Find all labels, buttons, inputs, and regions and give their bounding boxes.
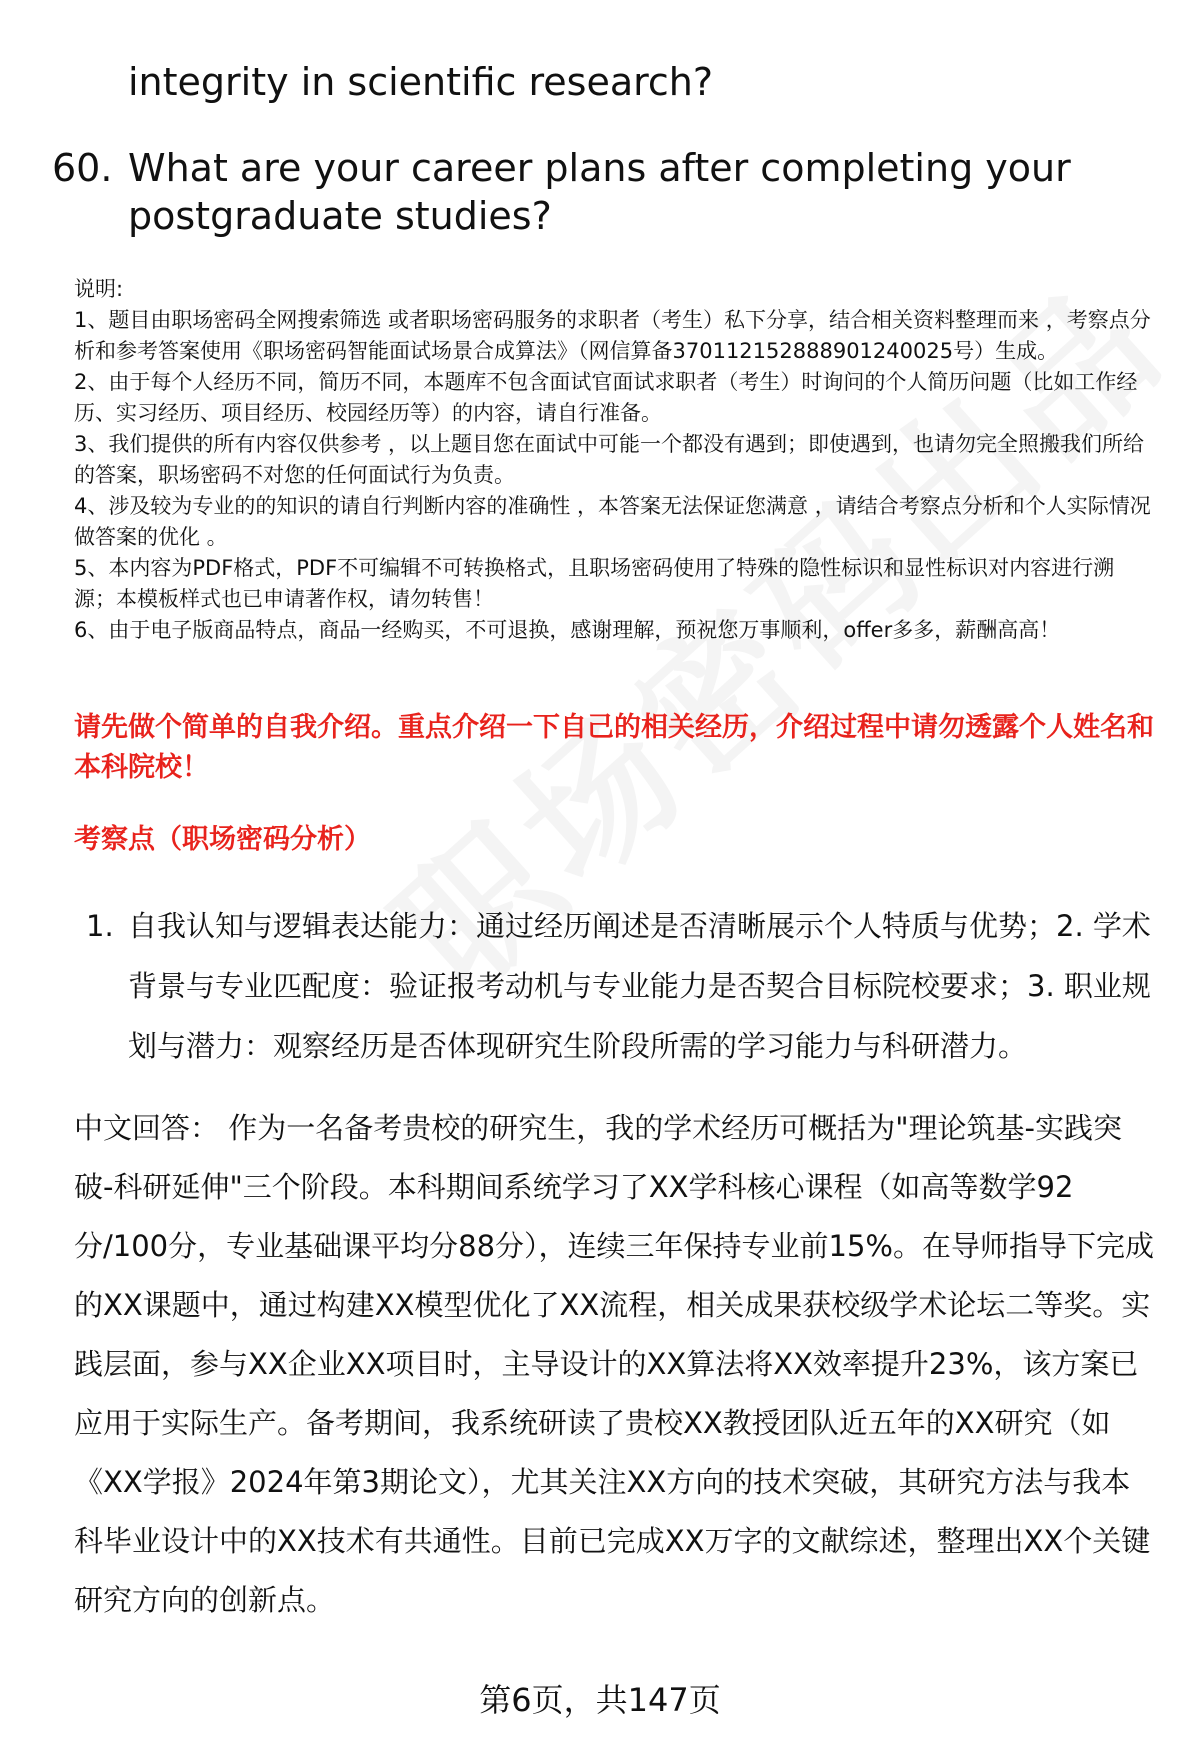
analysis-heading: 考察点（职场密码分析） (74, 824, 371, 855)
question-number: 60. (52, 146, 113, 190)
answer-paragraph: 中文回答： 作为一名备考贵校的研究生，我的学术经历可概括为"理论筑基-实践突破-科研延伸"三个阶段。本科期间系统学习了XX学科核心课程（如高等数学92分/100分，专业基础课平均分88分），连续三年保持专业前15%。在导师指导下完成的XX课题中，通过构建XX模型优化了XX流程，相关成果获校级学术论坛二等奖。实践层面，参与XX企业XX项目时，主导设计的XX算法将XX效率提升23%，该方案已应用于实际生产。备考期间，我系统研读了贵校XX教授团队近五年的XX研究（如《XX学报》2024年第3期论文），尤其关注XX方向的技术突破，其研究方法与我本科毕业设计中的XX技术有共通性。目前已完成XX万字的文献综述，整理出XX个关键研究方向的创新点。 (74, 1111, 1154, 1617)
note-item: 2、由于每个人经历不同，简历不同，本题库不包含面试官面试求职者（考生）时询问的个人简历问题（比如工作经历、实习经历、项目经历、校园经历等）的内容，请自行准备。 (74, 370, 1138, 425)
note-item: 4、涉及较为专业的的知识的请自行判断内容的准确性 ，本答案无法保证您满意 ，请结合考察点分析和个人实际情况做答案的优化 。 (74, 494, 1151, 549)
note-item: 1、题目由职场密码全网搜索筛选 或者职场密码服务的求职者（考生）私下分享，结合相关资料整理而来 ，考察点分析和参考答案使用《职场密码智能面试场景合成算法》（网信算备370112152888901240025号）生成。 (74, 308, 1151, 363)
analysis-text: 自我认知与逻辑表达能力：通过经历阐述是否清晰展示个人特质与优势；2. 学术背景与专业匹配度：验证报考动机与专业能力是否契合目标院校要求；3. 职业规划与潜力：观察经历是否体现研究生阶段所需的学习能力与科研潜力。 (128, 909, 1151, 1063)
note-item: 6、由于电子版商品特点，商品一经购买，不可退换，感谢理解，预祝您万事顺利，offer多多，薪酬高高！ (74, 618, 1061, 642)
analysis-number: 1. (86, 909, 114, 943)
question-continuation: integrity in scientific research? (128, 60, 714, 104)
note-item: 5、本内容为PDF格式，PDF不可编辑不可转换格式，且职场密码使用了特殊的隐性标识和显性标识对内容进行溯源；本模板样式也已申请著作权，请勿转售！ (74, 556, 1115, 611)
notes-section (74, 274, 1154, 646)
question-text: What are your career plans after completing your postgraduate studies? (128, 146, 1071, 238)
notes-title: 说明: (74, 277, 124, 301)
page-footer: 第6页，共147页 (479, 1681, 721, 1719)
interview-prompt: 请先做个简单的自我介绍。重点介绍一下自己的相关经历，介绍过程中请勿透露个人姓名和本科院校！ (74, 712, 1154, 783)
note-item: 3、我们提供的所有内容仅供参考 ，以上题目您在面试中可能一个都没有遇到；即使遇到，也请勿完全照搬我们所给的答案，职场密码不对您的任何面试行为负责。 (74, 432, 1145, 487)
